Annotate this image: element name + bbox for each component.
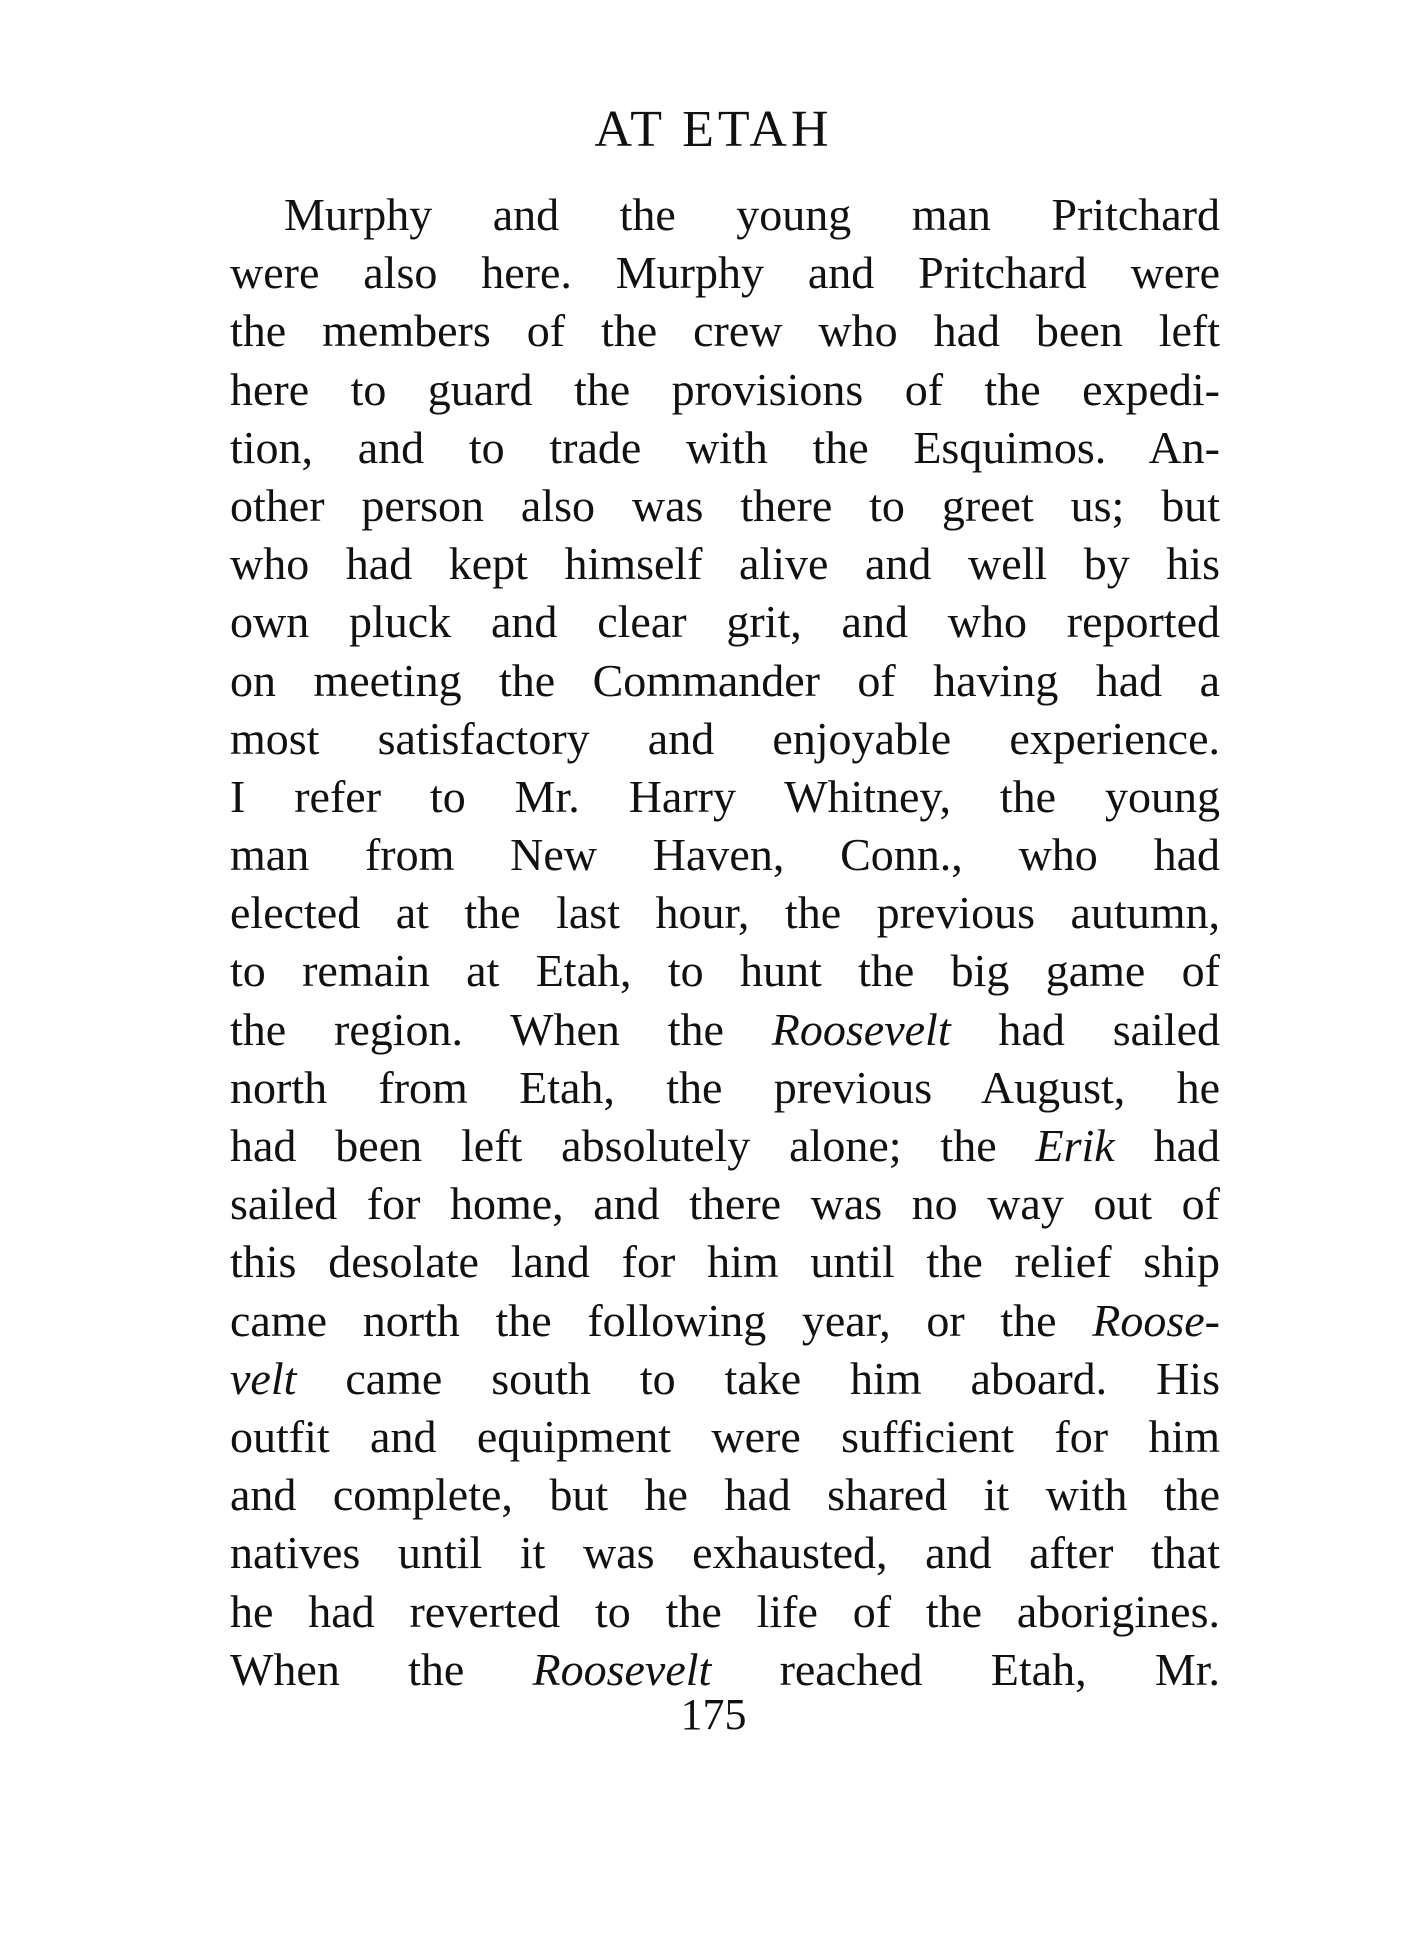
text-run: came south to take him aboard. His (296, 1352, 1220, 1404)
text-line: the members of the crew who had been left (230, 305, 1220, 357)
ship-name-roosevelt: Roosevelt (532, 1643, 712, 1695)
text-line (230, 1001, 1220, 1059)
text-run: the region. When the (230, 1003, 772, 1055)
text-line: this desolate land for him until the relief ship (230, 1236, 1220, 1288)
ship-name-erik: Erik (1035, 1120, 1115, 1171)
body-text (230, 186, 1220, 1699)
text-line: Murphy and the young man Pritchard (284, 189, 1220, 240)
text-line: tion, and to trade with the Esquimos. An- (230, 421, 1220, 473)
text-line: outfit and equipment were sufficient for him (230, 1410, 1220, 1462)
page-number: 175 (680, 1690, 747, 1739)
text-line: and complete, but he had shared it with the (230, 1469, 1220, 1521)
ship-name-roosevelt: Roosevelt (771, 1003, 951, 1055)
text-line: elected at the last hour, the previous autumn, (230, 887, 1220, 939)
text-line: most satisfactory and enjoyable experience. (230, 712, 1220, 764)
text-line (230, 1117, 1220, 1175)
running-head: AT ETAH (594, 101, 833, 158)
text-line: man from New Haven, Conn., who had (230, 829, 1220, 881)
text-line: sailed for home, and there was no way out of (230, 1178, 1220, 1230)
text-line: other person also was there to greet us; but (230, 479, 1220, 531)
text-line (230, 1292, 1220, 1350)
text-line: I refer to Mr. Harry Whitney, the young (230, 770, 1220, 822)
ship-name-roosevelt: Roose- (1092, 1294, 1220, 1346)
text-run: came north the following year, or the (230, 1294, 1093, 1346)
text-run: When the (230, 1643, 533, 1695)
text-line: were also here. Murphy and Pritchard were (230, 247, 1220, 299)
text-line: here to guard the provisions of the expedi- (230, 363, 1220, 415)
text-line: own pluck and clear grit, and who reported (230, 596, 1220, 648)
text-line: on meeting the Commander of having had a (230, 654, 1220, 706)
text-run: had sailed (950, 1003, 1220, 1055)
text-line: north from Etah, the previous August, he (230, 1061, 1220, 1113)
text-run: had been left absolutely alone; the (230, 1120, 1036, 1171)
text-line: to remain at Etah, to hunt the big game of (230, 945, 1220, 997)
text-line: who had kept himself alive and well by his (230, 538, 1220, 590)
text-run: reached Etah, Mr. (711, 1643, 1221, 1695)
text-line: natives until it was exhausted, and after that (230, 1527, 1220, 1579)
text-run: had (1114, 1120, 1220, 1171)
text-line: he had reverted to the life of the aborigines. (230, 1585, 1220, 1637)
text-line (230, 1350, 1220, 1408)
ship-name-roosevelt: velt (230, 1352, 297, 1404)
